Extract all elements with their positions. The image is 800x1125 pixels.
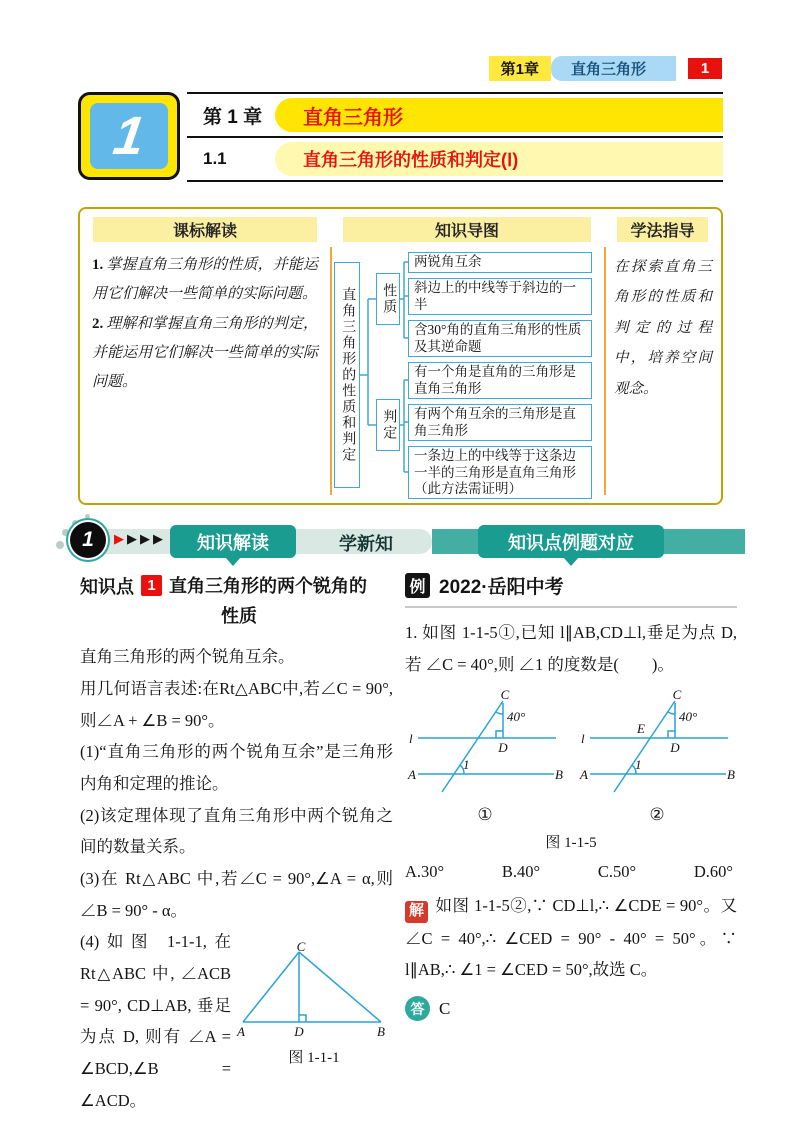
running-head-chapter-title: 直角三角形 xyxy=(551,56,676,81)
option-c: C.50° xyxy=(597,862,637,882)
angle-label: 40° xyxy=(507,709,526,725)
arrow-icon: ▶ xyxy=(153,531,163,546)
decorative-dot xyxy=(85,514,90,519)
title-line: 性质 xyxy=(221,605,257,626)
study-guidance-header: 学法指导 xyxy=(617,217,708,242)
angle-label: 1 xyxy=(635,757,642,773)
subfigure-number: ① xyxy=(477,805,493,825)
paragraph-with-figure xyxy=(80,926,393,1116)
knowledge-map-header: 知识导图 xyxy=(343,217,591,242)
figure-caption: 图 1-1-5 xyxy=(545,835,597,852)
study-guidance-column xyxy=(604,209,721,503)
point-label: D xyxy=(670,740,680,756)
section-banner xyxy=(0,512,800,568)
vertex-label: B xyxy=(377,1024,385,1039)
answer-options xyxy=(405,862,737,882)
item-text: 理解和掌握直角三角形的判定，并能运用它们解决一些简单的实际问题。 xyxy=(92,315,318,390)
parallel-lines-figure xyxy=(406,688,564,798)
vertex-label: C xyxy=(296,942,306,955)
point-label: A xyxy=(580,767,588,783)
knowledge-point-label: 知识点 xyxy=(80,577,134,597)
map-branch-judgment: 判定 xyxy=(376,399,400,451)
line-label: l xyxy=(409,731,413,747)
parallel-lines-figure xyxy=(578,688,736,798)
point-label: B xyxy=(555,767,563,783)
knowledge-map xyxy=(330,250,604,502)
point-label: C xyxy=(672,688,682,703)
chapter-label: 第 1 章 xyxy=(203,106,263,128)
overview-box xyxy=(78,207,723,505)
section-row xyxy=(187,138,723,182)
item-number: 1. xyxy=(92,257,104,273)
paragraph: (3)在 Rt△ABC 中,若∠C = 90°,∠A = α,则∠B = 90° - α。 xyxy=(80,869,393,920)
curriculum-body xyxy=(80,242,330,397)
chapter-title-block xyxy=(78,92,723,182)
map-leaf: 斜边上的中线等于斜边的一半 xyxy=(408,278,592,315)
knowledge-map-column xyxy=(330,209,604,503)
vertex-label: D xyxy=(294,1024,304,1039)
tab-example-mapping: 知识点例题对应 xyxy=(478,525,664,558)
point-label: A xyxy=(408,767,416,783)
example-tag-badge: 例 xyxy=(405,573,430,598)
angle-label: 40° xyxy=(679,709,698,725)
answer-value: C xyxy=(439,998,451,1018)
figure-1-1-5-1 xyxy=(405,688,565,825)
vertex-label: A xyxy=(237,1024,245,1039)
section-name-bar xyxy=(275,142,723,176)
map-leaf: 有一个角是直角的三角形是直角三角形 xyxy=(408,362,592,399)
map-leaf: 有两个角互余的三角形是直角三角形 xyxy=(408,404,592,441)
paragraph: 直角三角形的两个锐角互余。 xyxy=(80,647,295,667)
arrow-icon: ▶ xyxy=(114,531,124,546)
chapter-name-bar xyxy=(275,98,723,132)
option-d: D.60° xyxy=(693,862,733,882)
tab-learn-new: 学新知 xyxy=(339,534,393,554)
point-label: E xyxy=(637,721,645,737)
solution-text: 如图 1-1-5②,∵ CD⊥l,∴ ∠CDE = 90°。又∠C = 40°,∴ ∠CED = 90° - 40° = 50°。∵ l∥AB,∴ ∠1 = ∠CED = 50°,故选 C。 xyxy=(405,896,737,980)
subfigure-number: ② xyxy=(649,805,665,825)
chapter-number-badge xyxy=(78,92,180,180)
chapter-number: 1 xyxy=(109,106,149,166)
curriculum-column xyxy=(80,209,330,503)
arrow-icon: ▶ xyxy=(127,531,137,546)
paragraph: (2)该定理体现了直角三角形中两个锐角之间的数量关系。 xyxy=(80,805,393,857)
title-line: 直角三角形的两个锐角的 xyxy=(169,576,367,596)
paragraph: 用几何语言表述:在Rt△ABC中,若∠C = 90°,则∠A + ∠B = 90°。 xyxy=(80,679,393,730)
item-number: 2. xyxy=(92,315,104,332)
map-leaf: 一条边上的中线等于这条边一半的三角形是直角三角形（此方法需证明） xyxy=(408,446,592,499)
map-branch-properties: 性质 xyxy=(376,273,400,325)
map-root-node: 直角三角形的性质和判定 xyxy=(334,262,360,488)
running-head-chapter-tag: 第1章 xyxy=(489,56,551,81)
problem-text: 1. 如图 1-1-5①,已知 l∥AB,CD⊥l,垂足为点 D,若 ∠C = 40°,则 ∠1 的度数是( )。 xyxy=(405,623,737,674)
option-a: A.30° xyxy=(405,862,445,882)
angle-label: 1 xyxy=(463,757,470,773)
answer-tag-badge: 答 xyxy=(405,996,430,1021)
example-header xyxy=(405,572,737,608)
figure-1-1-5-2 xyxy=(577,688,737,825)
study-guidance-text: 在探索直角三角形的性质和判定的过程中，培养空间观念。 xyxy=(614,259,712,397)
map-leaf: 含30°角的直角三角形的性质及其逆命题 xyxy=(408,320,592,357)
knowledge-column xyxy=(80,572,393,1116)
knowledge-point-heading xyxy=(80,572,393,631)
page-number: 1 xyxy=(688,58,722,79)
curriculum-header: 课标解读 xyxy=(93,217,317,242)
paragraph: (4)如图 1-1-1,在 Rt△ABC 中, ∠ACB = 90°, CD⊥AB, 垂足为点 D, 则有 ∠A = ∠BCD,∠B = ∠ACD。 xyxy=(80,932,231,1110)
line-label: l xyxy=(581,731,585,747)
chapter-name: 直角三角形 xyxy=(303,106,403,129)
solution-paragraph xyxy=(405,890,737,986)
point-label: C xyxy=(500,688,510,703)
paragraph: (1)“直角三角形的两个锐角互余”是三角形内角和定理的推论。 xyxy=(80,742,393,794)
chapter-number-badge-inner xyxy=(90,103,168,169)
figure-1-1-5-pair xyxy=(405,688,737,825)
decorative-dot xyxy=(56,541,64,549)
section-number: 1.1 xyxy=(203,149,227,168)
item-text: 掌握直角三角形的性质，并能运用它们解决一些简单的实际问题。 xyxy=(92,257,318,303)
arrow-icons xyxy=(114,532,163,545)
map-leaf: 两锐角互余 xyxy=(408,252,592,273)
point-label: B xyxy=(727,767,735,783)
decorative-dot xyxy=(62,529,69,536)
example-column xyxy=(405,572,737,1021)
option-b: B.40° xyxy=(501,862,541,882)
figure-1-1-1 xyxy=(235,926,393,1116)
solution-tag-badge: 解 xyxy=(405,901,428,923)
chapter-title-rows xyxy=(187,92,723,182)
tab-knowledge-interpretation: 知识解读 xyxy=(170,525,296,558)
chapter-row xyxy=(187,94,723,138)
section-number-circle: 1 xyxy=(70,522,106,558)
curriculum-item xyxy=(92,310,318,398)
knowledge-point-title xyxy=(169,572,367,631)
knowledge-point-number-badge: 1 xyxy=(141,575,162,596)
running-head xyxy=(489,56,722,81)
example-source: 2022·岳阳中考 xyxy=(439,577,564,598)
arrow-icon: ▶ xyxy=(140,531,150,546)
section-name: 直角三角形的性质和判定(Ⅰ) xyxy=(303,150,519,170)
point-label: D xyxy=(498,740,508,756)
figure-caption: 图 1-1-1 xyxy=(288,1050,340,1067)
answer-row xyxy=(405,996,737,1021)
curriculum-item xyxy=(92,251,318,310)
triangle-figure xyxy=(235,942,393,1038)
